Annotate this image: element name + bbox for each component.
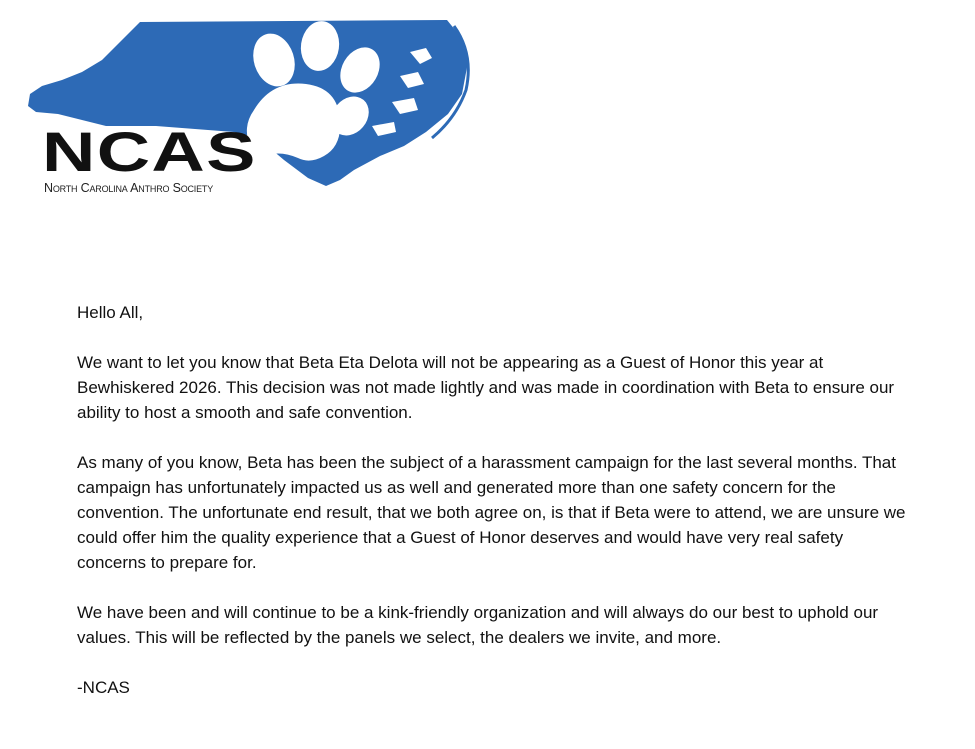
ncas-logo bbox=[22, 14, 472, 204]
signature: -NCAS bbox=[77, 678, 130, 697]
logo-wordmark: NCAS bbox=[42, 120, 257, 183]
letter-body bbox=[77, 300, 907, 725]
logo-tagline: North Carolina Anthro Society bbox=[44, 181, 214, 195]
letter-paragraph: We want to let you know that Beta Eta Delota will not be appearing as a Guest of Honor this year at Bewhiskered 2026. This decision was not made lightly and was made in coordination with Beta to ensure our ability to host a smooth and safe convention. bbox=[77, 353, 895, 422]
greeting: Hello All, bbox=[77, 303, 144, 322]
letter-paragraph: We have been and will continue to be a kink-friendly organization and will always do our best to uphold our values. This will be reflected by the panels we select, the dealers we invite, and more. bbox=[77, 603, 879, 647]
letter-paragraph: As many of you know, Beta has been the subject of a harassment campaign for the last several months. That campaign has unfortunately impacted us as well and generated more than one safety concern for the convention. The unfortunate end result, that we both agree on, is that if Beta were to attend, we are unsure we could offer him the quality experience that a Guest of Honor deserves and would have very real safety concerns to prepare for. bbox=[77, 453, 906, 572]
